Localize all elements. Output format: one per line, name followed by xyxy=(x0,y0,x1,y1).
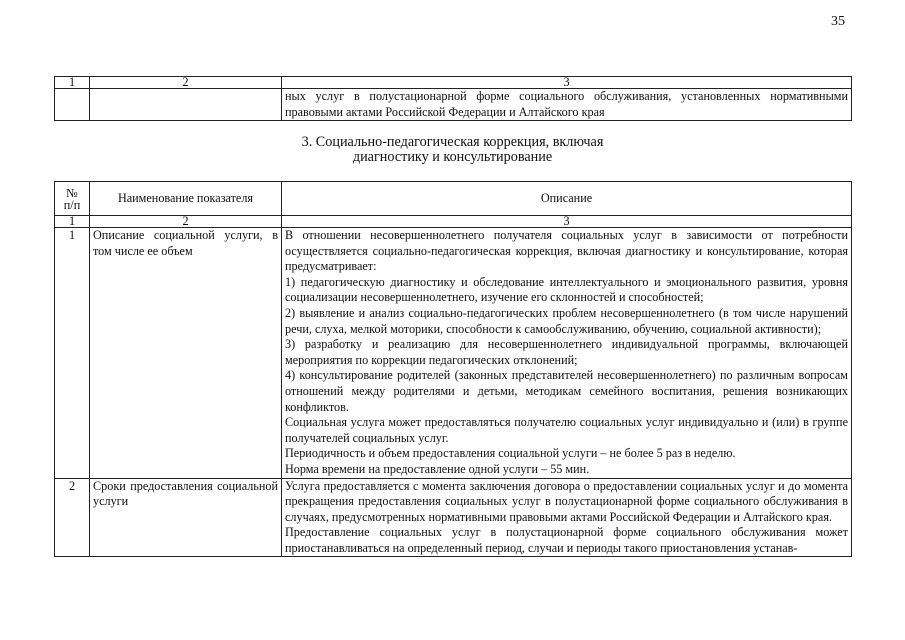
col-number-2: 2 xyxy=(90,77,282,89)
desc-paragraph: Периодичность и объем предоставления социальной услуги – не более 5 раз в неделю. xyxy=(285,446,736,461)
desc-paragraph: В отношении несовершеннолетнего получателя социальных услуг в зависимости от потребности осуществляется социально-педагогическая коррекция, включая диагностику и консультирование, которая предусматривает: xyxy=(285,228,848,274)
desc-paragraph: Предоставление социальных услуг в полустационарной форме социального обслуживания может приостанавливаться на определенный период, случаи и периоды такого приостановления устанав- xyxy=(285,525,848,555)
table-row xyxy=(55,478,852,557)
row-name: Сроки предоставления социальной услуги xyxy=(90,478,282,557)
continuation-text: ных услуг в полустационарной форме социального обслуживания, установленных нормативными правовыми актами Российской Федерации и Алтайского края xyxy=(282,89,852,121)
col-number-3: 3 xyxy=(282,216,852,228)
section-title-line2: диагностику и консультирование xyxy=(352,149,553,165)
desc-paragraph: 4) консультирование родителей (законных представителей несовершеннолетнего) по различным вопросам отношений между родителями и детьми, методикам семейного воспитания, решения возникающих конфликтов. xyxy=(285,368,848,414)
row-description xyxy=(282,478,852,557)
col-number-3: 3 xyxy=(282,77,852,89)
continuation-table xyxy=(54,76,852,121)
desc-paragraph: 1) педагогическую диагностику и обследование интеллектуального и эмоционального развития, уровня социализации несовершеннолетнего, изучение его склонностей и способностей; xyxy=(285,274,848,305)
col-number-2: 2 xyxy=(90,216,282,228)
desc-paragraph: 3) разработку и реализацию для несовершеннолетнего индивидуальной программы, включающей мероприятия по коррекции педагогических отклонений; xyxy=(285,337,848,367)
desc-paragraph: Социальная услуга может предоставляться получателю социальных услуг индивидуально и (или) в группе получателей социальных услуг. xyxy=(285,415,848,445)
empty-cell xyxy=(55,89,90,121)
row-description xyxy=(282,228,852,479)
col-number-1: 1 xyxy=(55,216,90,228)
empty-cell xyxy=(90,89,282,121)
header-num: № п/п xyxy=(55,182,90,216)
desc-paragraph: 2) выявление и анализ социально-педагогических проблем несовершеннолетнего (в том числе нарушений речи, слуха, мелкой моторики, способности к самообслуживанию, обучению, социальной активности); xyxy=(285,305,848,336)
row-number: 2 xyxy=(55,478,90,557)
desc-paragraph: Норма времени на предоставление одной услуги – 55 мин. xyxy=(285,461,590,476)
row-number: 1 xyxy=(55,228,90,479)
desc-paragraph: Услуга предоставляется с момента заключения договора о предоставлении социальных услуг и до момента прекращения предоставления социальных услуг в полустационарной форме социального обслуживания в случаях, предусмотренных нормативными правовыми актами Российской Федерации и Алтайского края. xyxy=(285,478,848,524)
header-desc: Описание xyxy=(282,182,852,216)
col-number-1: 1 xyxy=(55,77,90,89)
header-name: Наименование показателя xyxy=(90,182,282,216)
table-row xyxy=(55,228,852,479)
row-name: Описание социальной услуги, в том числе ее объем xyxy=(90,228,282,479)
section-title-line1: 3. Социально-педагогическая коррекция, включая xyxy=(301,134,604,150)
section-title xyxy=(200,135,705,165)
service-table xyxy=(54,181,852,557)
page-number: 35 xyxy=(831,14,845,29)
